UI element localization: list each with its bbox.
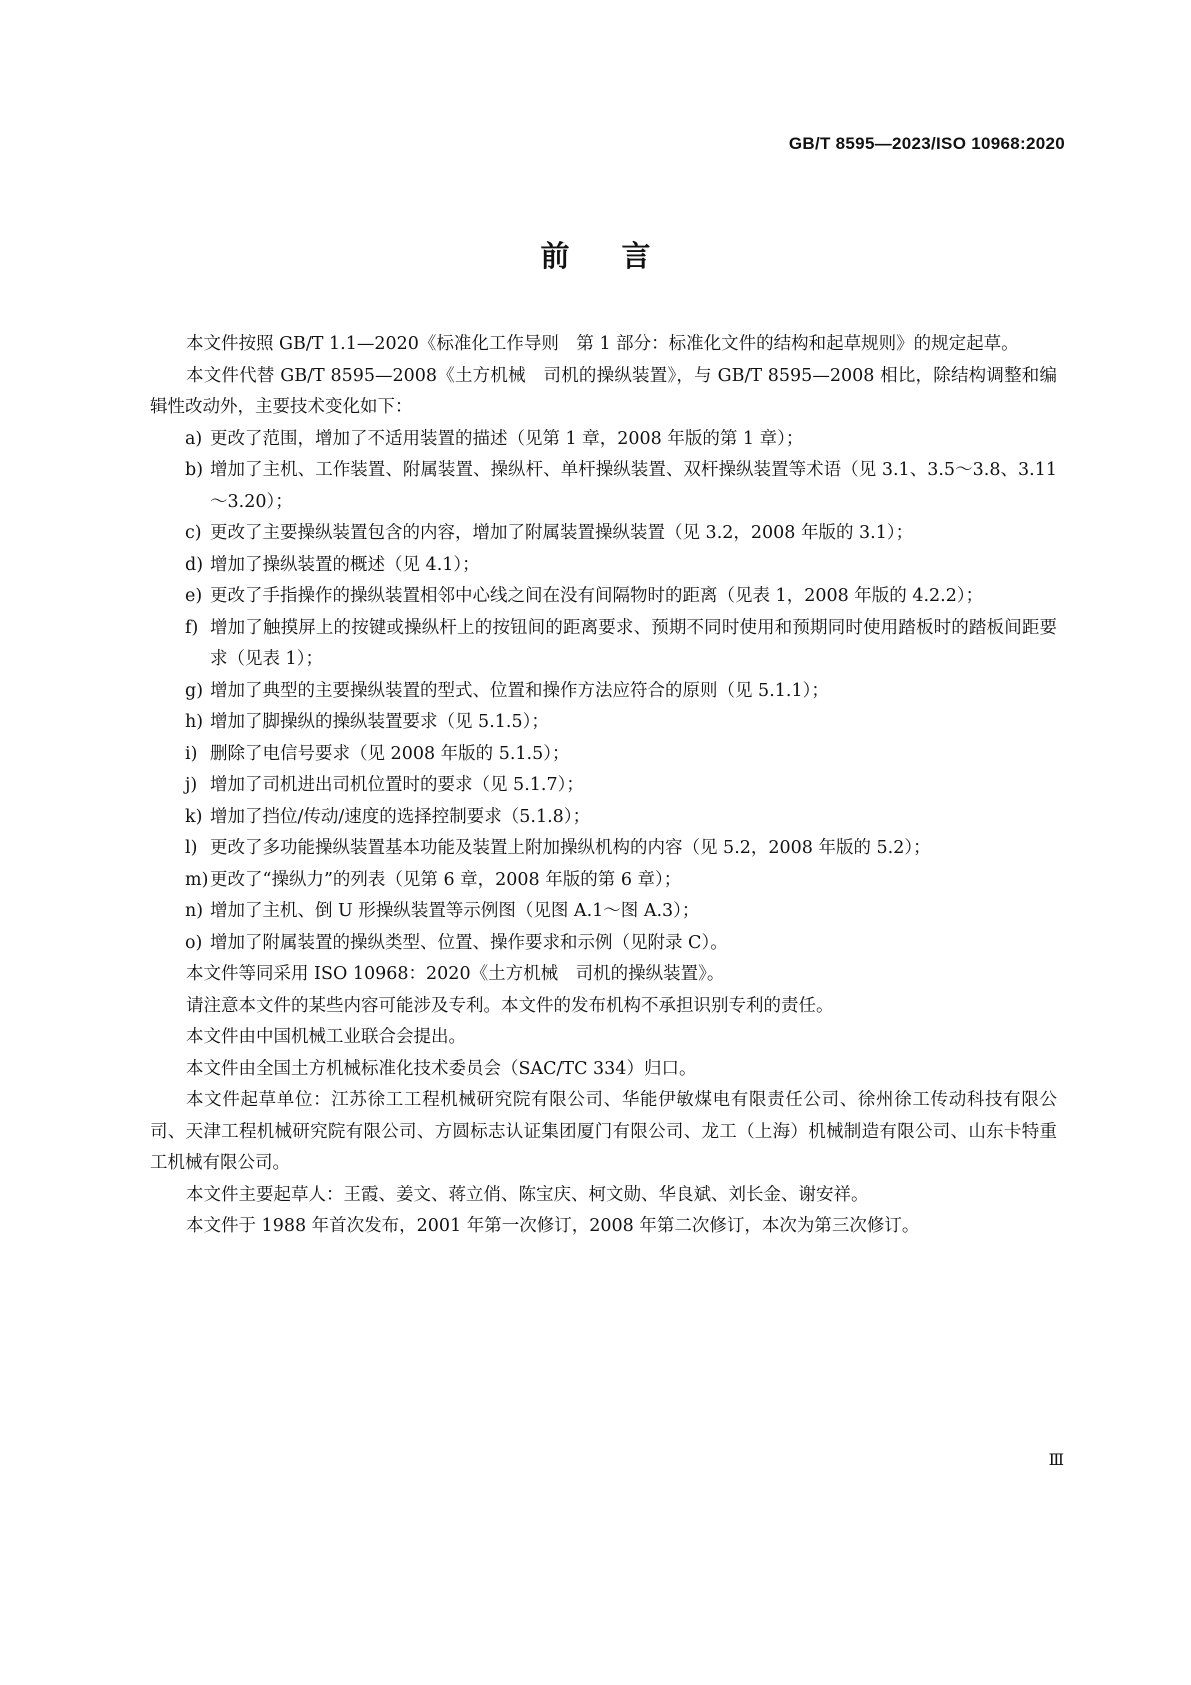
list-item-text: 更改了多功能操纵装置基本功能及装置上附加操纵机构的内容（见 5.2，2008 年版的 5.2）； — [210, 838, 931, 858]
list-item — [150, 424, 1057, 456]
list-item-text: 更改了手指操作的操纵装置相邻中心线之间在没有间隔物时的距离（见表 1，2008 年版的 4.2.2）； — [210, 586, 984, 606]
list-item-text: 增加了附属装置的操纵类型、位置、操作要求和示例（见附录 C）。 — [210, 932, 728, 953]
list-item-text: 增加了触摸屏上的按键或操纵杆上的按钮间的距离要求、预期不同时使用和预期同时使用踏板时的踏板间距要求（见表 1）； — [210, 617, 1057, 669]
list-marker: o) — [185, 932, 203, 953]
drafting-units: 本文件起草单位：江苏徐工工程机械研究院有限公司、华能伊敏煤电有限责任公司、徐州徐工传动科技有限公司、天津工程机械研究院有限公司、方圆标志认证集团厦门有限公司、龙工（上海）机械制造有限公司、山东卡特重工机械有限公司。 — [150, 1090, 1057, 1173]
intro-paragraph: 本文件按照 GB/T 1.1—2020《标准化工作导则 第 1 部分：标准化文件的结构和起草规则》的规定起草。 — [186, 334, 1019, 354]
drafters: 本文件主要起草人：王霞、姜文、蒋立俏、陈宝庆、柯文勋、华良斌、刘长金、谢安祥。 — [186, 1184, 869, 1205]
list-item-text: 删除了电信号要求（见 2008 年版的 5.1.5）； — [210, 743, 570, 764]
committee-statement: 本文件由全国土方机械标准化技术委员会（SAC/TC 334）归口。 — [186, 1058, 697, 1079]
list-item-text: 增加了挡位/传动/速度的选择控制要求（5.1.8）； — [210, 806, 591, 827]
publication-history: 本文件于 1988 年首次发布，2001 年第一次修订，2008 年第二次修订，本次为第三次修订。 — [186, 1216, 920, 1236]
list-item — [150, 770, 1057, 802]
list-item — [150, 455, 1057, 518]
intro-paragraph: 本文件代替 GB/T 8595—2008《土方机械 司机的操纵装置》，与 GB/T 8595—2008 相比，除结构调整和编辑性改动外，主要技术变化如下： — [150, 365, 1057, 417]
changes-list — [150, 424, 1057, 960]
list-item-text: 增加了典型的主要操纵装置的型式、位置和操作方法应符合的原则（见 5.1.1）； — [210, 680, 829, 701]
standard-number: GB/T 8595—2023/ISO 10968:2020 — [788, 134, 1065, 153]
list-item-text: 增加了主机、倒 U 形操纵装置等示例图（见图 A.1～图 A.3）； — [210, 901, 700, 921]
list-item-text: 更改了范围，增加了不适用装置的描述（见第 1 章，2008 年版的第 1 章）； — [210, 428, 804, 449]
list-item — [150, 739, 1057, 771]
list-item — [150, 928, 1057, 960]
list-item — [150, 613, 1057, 676]
list-item — [150, 518, 1057, 550]
list-item — [150, 581, 1057, 613]
page-number: Ⅲ — [1048, 1452, 1065, 1469]
list-item-text: 增加了司机进出司机位置时的要求（见 5.1.7）； — [210, 775, 584, 795]
list-marker: l) — [185, 838, 198, 858]
preface-body — [150, 329, 1057, 1243]
list-item-text: 更改了“操纵力”的列表（见第 6 章，2008 年版的第 6 章）； — [210, 869, 682, 890]
list-marker: n) — [185, 901, 204, 921]
list-marker: k) — [185, 806, 203, 827]
adoption-statement: 本文件等同采用 ISO 10968：2020《土方机械 司机的操纵装置》。 — [186, 964, 725, 984]
list-item — [150, 802, 1057, 834]
list-marker: a) — [185, 428, 203, 449]
list-item — [150, 707, 1057, 739]
list-marker: b) — [185, 460, 204, 480]
patent-notice: 请注意本文件的某些内容可能涉及专利。本文件的发布机构不承担识别专利的责任。 — [186, 995, 834, 1016]
page-title: 前言 — [540, 239, 703, 273]
list-item — [150, 865, 1057, 897]
list-marker: f) — [185, 617, 199, 638]
list-item-text: 增加了操纵装置的概述（见 4.1）； — [210, 554, 480, 575]
list-marker: h) — [185, 712, 204, 732]
list-marker: i) — [185, 743, 198, 764]
list-item — [150, 896, 1057, 928]
list-item-text: 增加了脚操纵的操纵装置要求（见 5.1.5）； — [210, 712, 549, 732]
list-item — [150, 550, 1057, 582]
proposer-statement: 本文件由中国机械工业联合会提出。 — [186, 1027, 466, 1047]
list-marker: e) — [185, 586, 203, 606]
list-item-text: 增加了主机、工作装置、附属装置、操纵杆、单杆操纵装置、双杆操纵装置等术语（见 3.1、3.5～3.8、3.11～3.20）； — [210, 460, 1057, 512]
list-item — [150, 676, 1057, 708]
list-marker: d) — [185, 554, 204, 575]
list-marker: c) — [185, 523, 202, 543]
list-marker: g) — [185, 680, 204, 701]
list-marker: j) — [185, 775, 198, 795]
list-marker: m) — [185, 869, 209, 890]
list-item-text: 更改了主要操纵装置包含的内容，增加了附属装置操纵装置（见 3.2，2008 年版的 3.1）； — [210, 523, 914, 543]
list-item — [150, 833, 1057, 865]
